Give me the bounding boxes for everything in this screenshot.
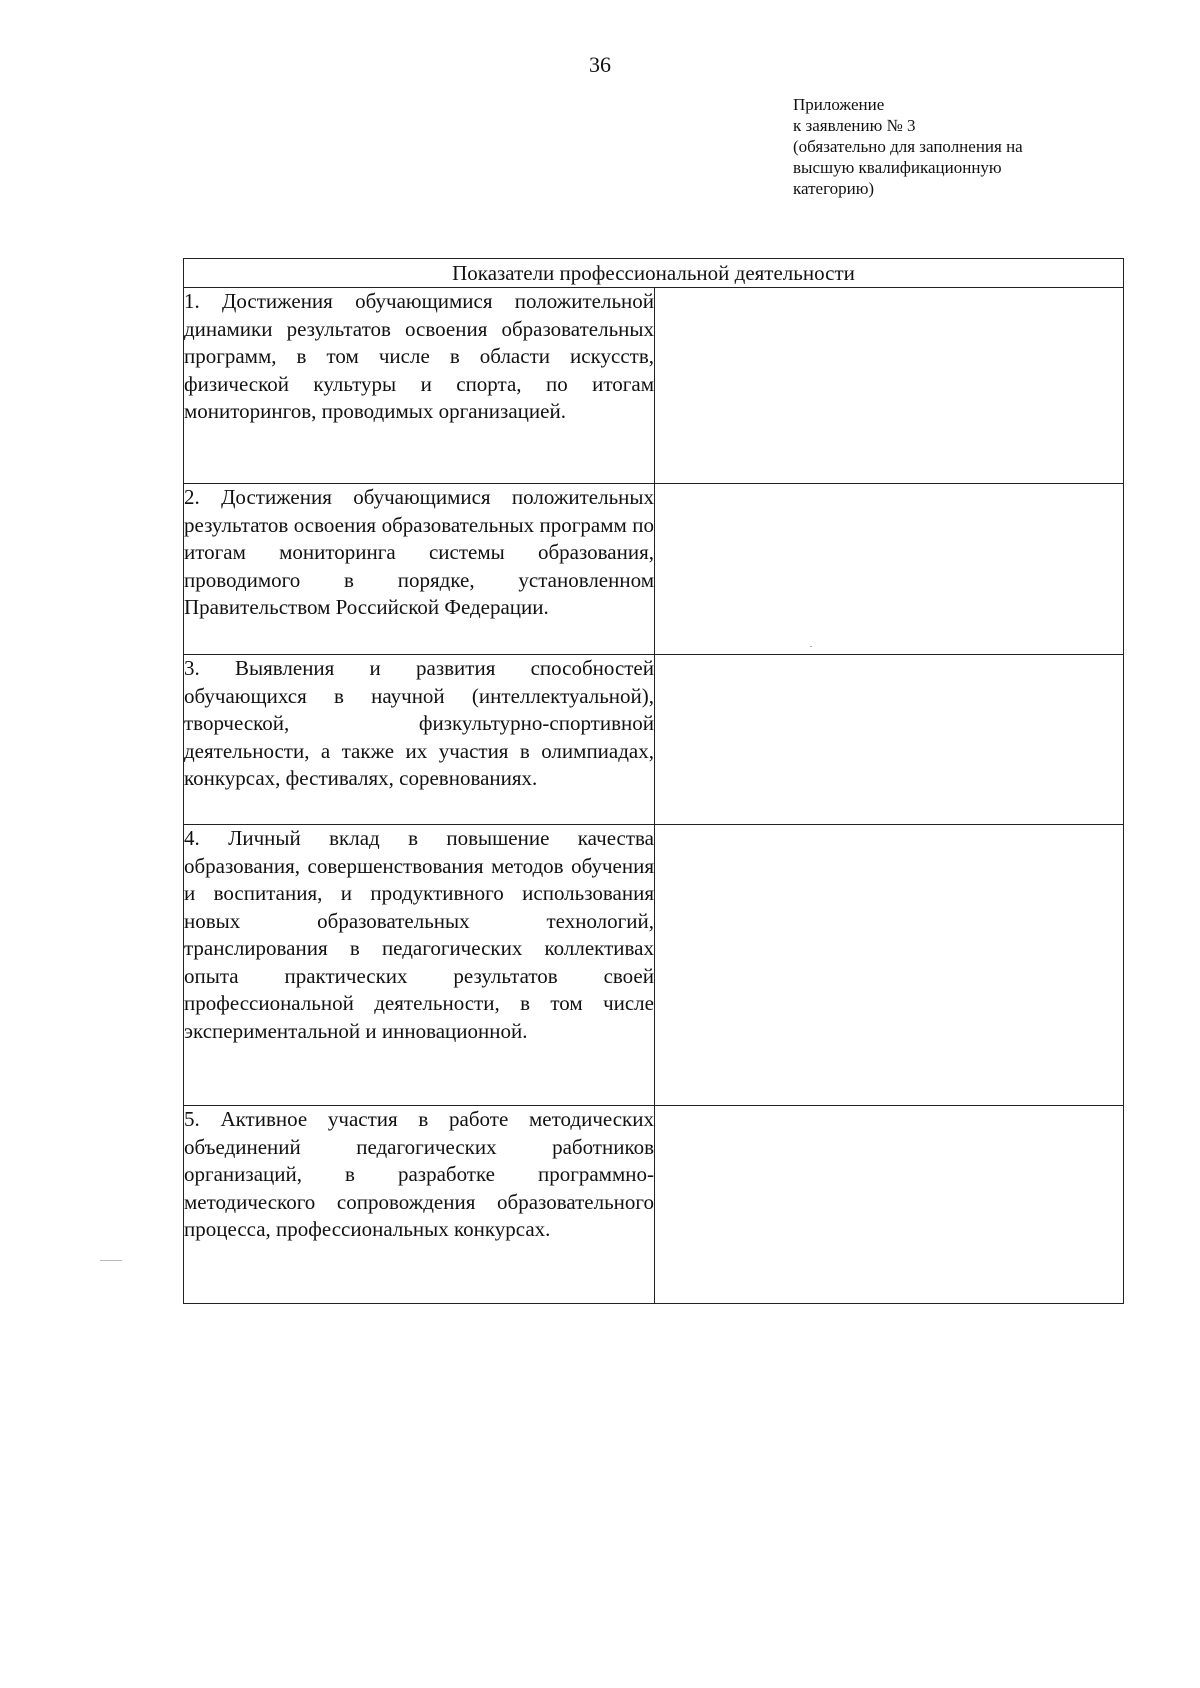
table-row xyxy=(184,288,1124,484)
indicator-answer-field[interactable] xyxy=(655,825,1124,1106)
table-header-row xyxy=(184,259,1124,288)
indicator-answer-field[interactable] xyxy=(655,1106,1124,1304)
table-row xyxy=(184,655,1124,825)
appendix-line: (обязательно для заполнения на xyxy=(793,137,1023,156)
appendix-line: к заявлению № 3 xyxy=(793,116,916,135)
scan-margin-mark xyxy=(100,1260,122,1261)
indicator-answer-field[interactable] xyxy=(655,288,1124,484)
indicator-text: 2. Достижения обучающимися положительных результатов освоения образовательных программ по итогам мониторинга системы образования, проводимого в порядке, установленном Правительством Российской Федерации. xyxy=(184,484,655,655)
table-row xyxy=(184,484,1124,655)
table-row xyxy=(184,825,1124,1106)
table-row xyxy=(184,1106,1124,1304)
indicator-text: 5. Активное участия в работе методических объединений педагогических работников организаций, в разработке программно-методического сопровождения образовательного процесса, профессиональных конкурсах. xyxy=(184,1106,655,1304)
indicator-text: 3. Выявления и развития способностей обучающихся в научной (интеллектуальной), творческой, физкультурно-спортивной деятельности, а также их участия в олимпиадах, конкурсах, фестивалях, соревнованиях. xyxy=(184,655,655,825)
indicators-table xyxy=(183,258,1124,1304)
scan-speck xyxy=(810,646,812,647)
indicator-text: 1. Достижения обучающимися положительной динамики результатов освоения образовательных программ, в том числе в области искусств, физической культуры и спорта, по итогам мониторингов, проводимых организацией. xyxy=(184,288,655,484)
table-header: Показатели профессиональной деятельности xyxy=(184,259,1124,288)
appendix-line: Приложение xyxy=(793,95,885,114)
appendix-note xyxy=(793,94,1093,199)
indicator-answer-field[interactable] xyxy=(655,655,1124,825)
appendix-line: категорию) xyxy=(793,179,875,198)
appendix-line: высшую квалификационную xyxy=(793,158,1002,177)
page-number: 36 xyxy=(589,52,611,77)
indicator-answer-field[interactable] xyxy=(655,484,1124,655)
indicator-text: 4. Личный вклад в повышение качества образования, совершенствования методов обучения и воспитания, и продуктивного использования новых образовательных технологий, транслирования в педагогических коллективах опыта практических результатов своей профессиональной деятельности, в том числе экспериментальной и инновационной. xyxy=(184,825,655,1106)
